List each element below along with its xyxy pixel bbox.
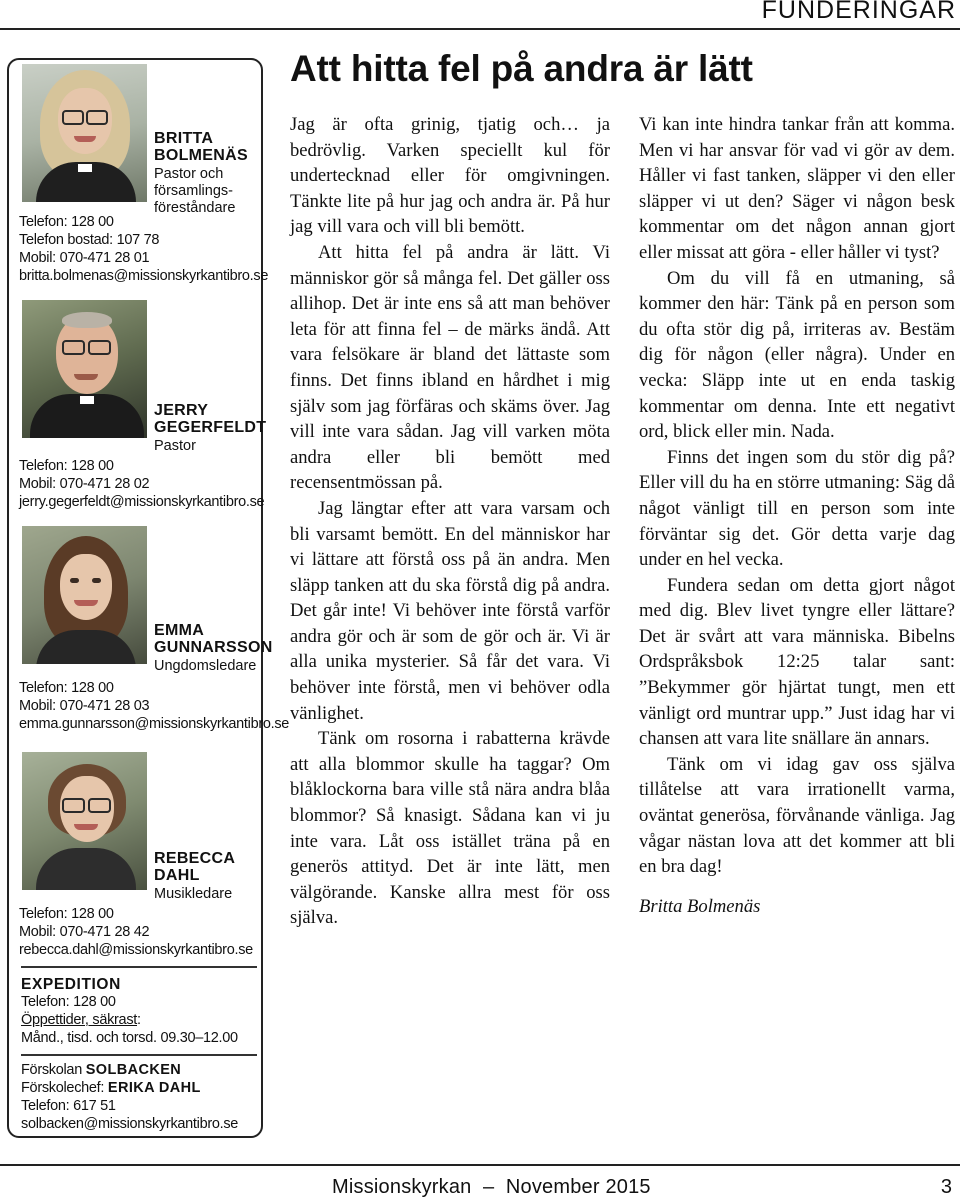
article-column-left — [290, 112, 610, 931]
staff-phone: Telefon: 128 00 — [19, 680, 114, 696]
staff-email-link[interactable]: jerry.gegerfeldt@missionskyrkantibro.se — [19, 494, 265, 510]
staff-role: Pastor och församlings- föreståndare — [154, 166, 236, 216]
staff-photo — [22, 64, 147, 202]
expedition-hours-label: Öppettider, säkrast: — [21, 1012, 141, 1028]
article-signature: Britta Bolmenäs — [639, 895, 761, 917]
staff-mobile: Mobil: 070-471 28 01 — [19, 250, 150, 266]
staff-mobile: Mobil: 070-471 28 02 — [19, 476, 150, 492]
staff-email-link[interactable]: britta.bolmenas@missionskyrkantibro.se — [19, 268, 269, 284]
staff-name: REBECCA DAHL — [154, 850, 236, 884]
staff-photo — [22, 300, 147, 438]
staff-mobile: Mobil: 070-471 28 42 — [19, 924, 150, 940]
preschool-head: Förskolechef: ERIKA DAHL — [21, 1080, 201, 1096]
expedition-title: EXPEDITION — [21, 976, 121, 993]
page-number: 3 — [940, 1176, 952, 1198]
staff-phone: Telefon: 128 00 — [19, 458, 114, 474]
article-paragraph: Jag är ofta grinig, tjatig och… ja bedrövlig. Varken speciellt kul för undertecknad eller för omgivningen. Tänkte lite på hur jag och andra är. På hur jag vill vara och vill bli bemött. — [290, 114, 610, 238]
staff-name: BRITTA BOLMENÄS — [154, 130, 248, 164]
expedition-hours: Månd., tisd. och torsd. 09.30–12.00 — [21, 1030, 238, 1046]
staff-email-link[interactable]: rebecca.dahl@missionskyrkantibro.se — [19, 942, 253, 958]
divider — [21, 966, 257, 968]
article-headline: Att hitta fel på andra är lätt — [290, 48, 753, 89]
expedition-phone: Telefon: 128 00 — [21, 994, 116, 1010]
divider — [21, 1054, 257, 1056]
staff-photo — [22, 526, 147, 664]
staff-name: JERRY GEGERFELDT — [154, 402, 267, 436]
staff-phone: Telefon: 128 00 — [19, 906, 114, 922]
article-paragraph: Tänk om vi idag gav oss själva tillåtelse att vara irrationellt varma, oväntat generösa, förvånande vänliga. Jag vågar nästan lova att det kommer att bli en bra dag! — [639, 753, 955, 878]
article-column-right — [639, 112, 955, 919]
staff-role: Musikledare — [154, 886, 233, 902]
staff-role: Ungdomsledare — [154, 658, 257, 674]
article-paragraph: Finns det ingen som du stör dig på? Eller vill du ha en större utmaning: Säg då något vänligt till en person som inte förväntar sig det. Gör detta varje dag under en hel vecka. — [639, 446, 955, 571]
article-paragraph: Att hitta fel på andra är lätt. Vi människor gör så många fel. Det gäller oss allihop. Det är inte ens så att man behöver leta för att finna fel – de märks ändå. Att vara felsökare är bland det lättaste som finns. Det finns ibland en hårdhet i mig själv som jag förfäras och skäms över. Jag vill inte vara sådan. Jag vill varken möta andra eller bli bemött med recensentmössan på. — [290, 241, 610, 494]
staff-role: Pastor — [154, 438, 196, 454]
section-tag: FUNDERINGAR — [761, 0, 956, 24]
preschool-name: Förskolan SOLBACKEN — [21, 1062, 182, 1078]
article-paragraph: Om du vill få en utmaning, så kommer den här: Tänk på en person som du ofta stör dig på, irriteras av. Bestäm dig för någon (eller några). Under en vecka: Släpp inte ut en enda taskig kommentar om denna. Inte ett negativt ord, blick eller min. Nada. — [639, 267, 955, 443]
footer-publication: Missionskyrkan – November 2015 — [332, 1176, 651, 1198]
article-paragraph: Jag längtar efter att vara varsam och bli varsamt bemött. En del människor har vi lättare att förstå oss på än andra. Men släpp tanken att du ska förstå dig på andra. Det går inte! Vi behöver inte förstå varför andra gör och är som de gör och är. Vi är alla unika mysterier. Så får det vara. Vi behöver inte förstå, men vi behöver odla vänlighet. — [290, 497, 610, 724]
preschool-email-link[interactable]: solbacken@missionskyrkantibro.se — [21, 1116, 239, 1132]
staff-mobile: Mobil: 070-471 28 03 — [19, 698, 150, 714]
staff-name: EMMA GUNNARSSON — [154, 622, 273, 656]
staff-sidebar — [7, 58, 290, 1138]
staff-home-phone: Telefon bostad: 107 78 — [19, 232, 160, 248]
staff-email-link[interactable]: emma.gunnarsson@missionskyrkantibro.se — [19, 716, 290, 732]
article-paragraph: Fundera sedan om detta gjort något med dig. Blev livet tyngre eller lättare? Det är svårt att vara människa. Bibelns Ordspråksbok 12:25 talar sant: ”Bekymmer gör hjärtat tungt, men ett vänligt ord muntrar upp.” Just idag har vi chansen att vara lite snällare än annars. — [639, 574, 955, 750]
staff-photo — [22, 752, 147, 890]
preschool-phone: Telefon: 617 51 — [21, 1098, 116, 1114]
bottom-rule — [0, 1164, 960, 1166]
top-rule — [0, 28, 960, 30]
article-paragraph: Tänk om rosorna i rabatterna krävde att alla blommor skulle ha taggar? Om blåklockorna bara ville stå nära andra blåa blommor? Så knasigt. Sådana kan vi ju inte vara. Låt oss istället träna på en generös attityd. Det är inte lätt, men välgörande. Kanske allra mest för oss själva. — [290, 728, 610, 929]
article-paragraph: Vi kan inte hindra tankar från att komma. Men vi har ansvar för vad vi gör av dem. Håller vi fast tanken, släpper vi den eller släpper vi ut den? Säger vi någon besk kommentar om det någon annan gjort eller missat att göra - eller håller vi tyst? — [639, 114, 955, 263]
staff-phone: Telefon: 128 00 — [19, 214, 114, 230]
